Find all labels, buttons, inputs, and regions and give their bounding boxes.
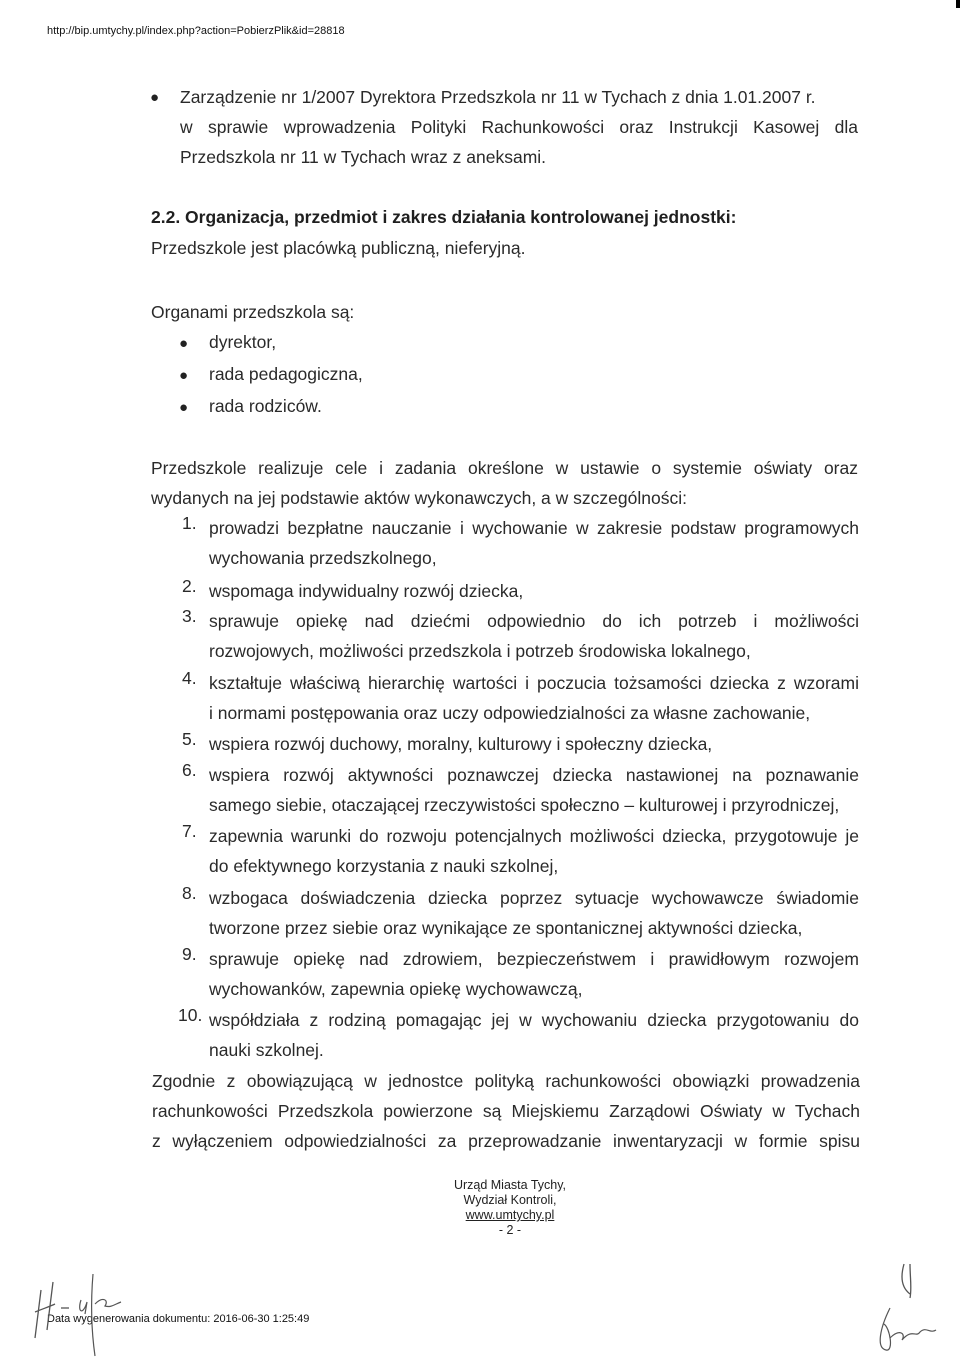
page-number: - 2 - [498, 1223, 522, 1237]
handwritten-signature-left-icon [25, 1268, 135, 1358]
task-number: 5. [182, 729, 197, 749]
task-item [209, 821, 859, 881]
task-line: wspiera rozwój aktywności poznawczej dziecka nastawionej na poznawanie [209, 765, 859, 785]
task-line: wspomaga indywidualny rozwój dziecka, [209, 581, 524, 601]
task-line: i normami postępowania oraz uczy odpowiedzialności za własne zachowanie, [209, 703, 811, 723]
closing-line: z wyłączeniem odpowiedzialności za przeprowadzanie inwentaryzacji w formie spisu [152, 1131, 860, 1151]
task-line: współdziała z rodziną pomagając jej w wychowaniu dziecka przygotowaniu do [209, 1010, 859, 1030]
task-item [209, 1005, 859, 1065]
task-item [209, 883, 859, 943]
organ-item: rada rodziców. [209, 396, 322, 416]
task-line: nauki szkolnej. [209, 1040, 324, 1060]
bullet-icon: ● [179, 335, 189, 352]
task-number: 3. [182, 606, 197, 626]
handwritten-signature-right-icon [860, 1258, 940, 1358]
footer-website-link[interactable]: www.umtychy.pl [465, 1208, 555, 1222]
task-item [209, 606, 859, 666]
task-number: 7. [182, 821, 197, 841]
tasks-intro-line: wydanych na jej podstawie aktów wykonawczych, a w szczególności: [151, 488, 687, 508]
generated-timestamp: Data wygenerowania dokumentu: 2016-06-30 1:25:49 [47, 1313, 310, 1325]
task-number: 10. [178, 1005, 203, 1025]
tasks-intro-line: Przedszkole realizuje cele i zadania określone w ustawie o systemie oświaty oraz [151, 458, 858, 478]
document-url: http://bip.umtychy.pl/index.php?action=PobierzPlik&id=28818 [47, 25, 345, 37]
bullet-icon: ● [179, 399, 189, 416]
footer-office: Urząd Miasta Tychy, [453, 1178, 567, 1192]
task-line: wychowanków, zapewnia opiekę wychowawczą, [209, 979, 583, 999]
task-item [209, 760, 859, 820]
organs-title: Organami przedszkola są: [151, 302, 355, 322]
task-item [209, 513, 859, 573]
task-line: do efektywnego korzystania z nauki szkolnej, [209, 856, 559, 876]
organ-item: dyrektor, [209, 332, 277, 352]
task-line: wychowania przedszkolnego, [209, 548, 437, 568]
task-line: zapewnia warunki do rozwoju potencjalnych możliwości dziecka, przygotowuje je [209, 826, 859, 846]
task-item [209, 668, 859, 728]
tasks-intro [151, 453, 858, 513]
task-item [209, 944, 859, 1004]
task-line: sprawuje opiekę nad zdrowiem, bezpieczeństwem i prawidłowym rozwojem [209, 949, 859, 969]
task-line: wspiera rozwój duchowy, moralny, kulturowy i społeczny dziecka, [209, 734, 713, 754]
page-footer [420, 1178, 600, 1238]
task-number: 8. [182, 883, 197, 903]
task-item [209, 576, 859, 606]
task-line: kształtuje właściwą hierarchię wartości i poczucia tożsamości dziecka z wzorami [209, 673, 859, 693]
regulation-line: w sprawie wprowadzenia Polityki Rachunkowości oraz Instrukcji Kasowej dla [180, 117, 858, 137]
task-number: 1. [182, 513, 197, 533]
regulation-line: Zarządzenie nr 1/2007 Dyrektora Przedszkola nr 11 w Tychach z dnia 1.01.2007 r. [180, 87, 816, 107]
bullet-icon: ● [150, 89, 160, 106]
task-line: wzbogaca doświadczenia dziecka poprzez sytuacje wychowawcze świadomie [209, 888, 859, 908]
closing-paragraph [152, 1066, 860, 1156]
bullet-icon: ● [179, 367, 189, 384]
regulation-line: Przedszkola nr 11 w Tychach wraz z aneksami. [180, 147, 547, 167]
task-line: samego siebie, otaczającej rzeczywistości społeczno – kulturowej i przyrodniczej, [209, 795, 840, 815]
footer-department: Wydział Kontroli, [463, 1193, 557, 1207]
organ-item: rada pedagogiczna, [209, 364, 363, 384]
task-line: sprawuje opiekę nad dziećmi odpowiednio do ich potrzeb i możliwości [209, 611, 859, 631]
intro-line: Przedszkole jest placówką publiczną, nieferyjną. [151, 238, 526, 258]
task-line: tworzone przez siebie oraz wynikające ze spontanicznej aktywności dziecka, [209, 918, 803, 938]
task-number: 9. [182, 944, 197, 964]
closing-line: rachunkowości Przedszkola powierzone są Miejskiemu Zarządowi Oświaty w Tychach [152, 1101, 860, 1121]
task-number: 4. [182, 668, 197, 688]
task-number: 2. [182, 576, 197, 596]
section-heading: 2.2. Organizacja, przedmiot i zakres działania kontrolowanej jednostki: [151, 207, 737, 227]
closing-line: Zgodnie z obowiązującą w jednostce polityką rachunkowości obowiązki prowadzenia [152, 1071, 860, 1091]
task-number: 6. [182, 760, 197, 780]
task-item [209, 729, 859, 759]
regulation-reference [180, 82, 858, 172]
task-line: rozwojowych, możliwości przedszkola i potrzeb środowiska lokalnego, [209, 641, 751, 661]
task-line: prowadzi bezpłatne nauczanie i wychowanie w zakresie podstaw programowych [209, 518, 859, 538]
corner-mark [956, 0, 960, 8]
